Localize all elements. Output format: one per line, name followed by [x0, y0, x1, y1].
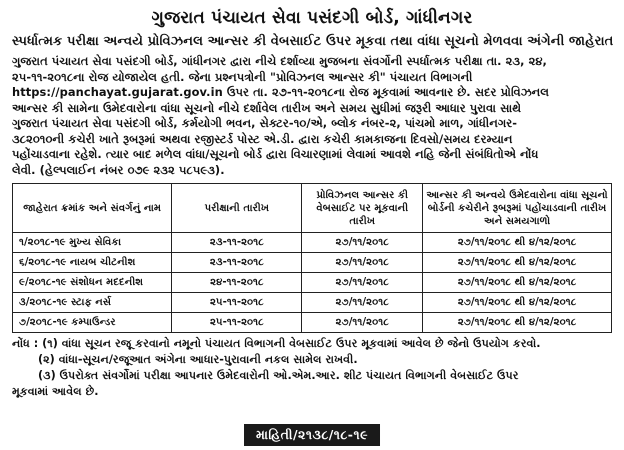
table-header-row [13, 184, 612, 233]
body-line: લેવી. (હેલ્પલાઈન નંબર ૦૭૯ ૨૩૨ ૫૮૫૯૩). [12, 162, 225, 177]
header-exam-date: પરીક્ષાની તારીખ [172, 184, 302, 233]
cell-key-date: ૨૭/૧૧/૨૦૧૮ [302, 293, 423, 313]
body-line: ૨૫-૧૧-૨૦૧૮ના રોજ યોજાયેલ હતી. જેના પ્રશ્નપત્રોની "પ્રોવિઝનલ આન્સર કી" પંચાયત વિભાગની [12, 69, 473, 84]
org-title: ગુજરાત પંચાયત સેવા પસંદગી બોર્ડ, ગાંધીનગર [151, 8, 473, 28]
body-line: ગુજરાત પંચાયત સેવા પસંદગી બોર્ડ, ગાંધીનગર દ્વારા નીચે દર્શાવ્યા મુજબના સંવર્ગોની સ્પર્ધાત્મક પરીક્ષા તા. ૨૩, ૨૪, [12, 54, 547, 68]
body-line: પહોંચાડવાના રહેશે. ત્યાર બાદ મળેલ વાંધા/સૂચનો બોર્ડ દ્વારા વિચારણામાં લેવામાં આવશે નહિ જેની સંબંધિતોએ નોંધ [12, 147, 539, 161]
cell-exam-date: ૨૫-૧૧-૨૦૧૮ [172, 313, 302, 333]
cell-exam-date: ૨૪-૧૧-૨૦૧૮ [172, 273, 302, 293]
cell-key-date: ૨૭/૧૧/૨૦૧૮ [302, 313, 423, 333]
cell-objection-period: ૨૭/૧૧/૨૦૧૮ થી ૪/૧૨/૨૦૧૮ [423, 253, 612, 273]
note-line: (૩) ઉપરોક્ત સંવર્ગોમાં પરીક્ષા આપનાર ઉમેદવારોની ઓ.એમ.આર. શીટ પંચાયત વિભાગની વેબસાઈટ ઉપર [38, 369, 519, 382]
schedule-table [12, 183, 612, 333]
cell-objection-period: ૨૭/૧૧/૨૦૧૮ થી ૪/૧૨/૨૦૧૮ [423, 293, 612, 313]
cell-exam-date: ૨૩-૧૧-૨૦૧૮ [172, 253, 302, 273]
notice-body [12, 54, 612, 178]
table-row [13, 233, 612, 253]
body-line: ૩૮૨૦૧૦ની કચેરી ખાતે રૂબરૂમાં અથવા રજીસ્ટર્ડ પોસ્ટ એ.ડી. દ્વારા કચેરી કામકાજના દિવસો/સમય દરમ્યાન [12, 131, 513, 146]
table-row [13, 293, 612, 313]
notes [12, 336, 612, 400]
table-row [13, 253, 612, 273]
release-number-badge: માહિતી/૨૧૩૮/૧૮-૧૯ [244, 424, 380, 446]
header-key-date: પ્રોવિઝનલ આન્સર કી વેબસાઈટ પર મૂકવાની તારીખ [302, 184, 423, 233]
table-row [13, 273, 612, 293]
note-line: નોંધ : (૧) વાંધા સૂચન રજૂ કરવાનો નમૂનો પંચાયત વિભાગની વેબસાઈટ ઉપર મૂકવામાં આવેલ છે જેનો ઉપયોગ કરવો. [12, 337, 541, 350]
body-line-with-url: https://panchayat.gujarat.gov.in ઉપર તા. ૨૭-૧૧-૨૦૧૮ના રોજ મૂકવામાં આવનાર છે. સદર પ્રોવિઝનલ [12, 85, 549, 99]
cell-exam-date: ૨૫-૧૧-૨૦૧૮ [172, 293, 302, 313]
body-line: આન્સર કી સામેના ઉમેદવારોના વાંધા સૂચનો નીચે દર્શાવેલ તારીખ અને સમય સુધીમાં જરૂરી આધાર પુરાવા સાથે [12, 100, 522, 115]
cell-post: ૯/૨૦૧૮-૧૯ સંશોધન મદદનીશ [13, 273, 172, 293]
body-line: ગુજરાત પંચાયત સેવા પસંદગી બોર્ડ, કર્મયોગી ભવન, સેક્ટર-૧૦/એ, બ્લોક નંબર-૨, પાંચમો માળ, ગાંધીનગર- [12, 116, 518, 130]
note-line: (૨) વાંધા-સૂચન/રજૂઆત અંગેના આધાર-પુરાવાની નકલ સામેલ રાખવી. [38, 353, 358, 366]
header-objection-period: આન્સર કી અન્વયે ઉમેદવારોના વાંધા સૂચનો બોર્ડની કચેરીને રૂબરૂમાં પહોંચાડવાની તારીખ અને સમયગાળો [423, 184, 612, 233]
cell-post: ૩/૨૦૧૮-૧૯ સ્ટાફ નર્સ [13, 293, 172, 313]
header-post: જાહેરાત ક્રમાંક અને સંવર્ગનું નામ [13, 184, 172, 233]
cell-key-date: ૨૭/૧૧/૨૦૧૮ [302, 253, 423, 273]
cell-post: ૬/૨૦૧૮-૧૯ નાયબ ચીટનીશ [13, 253, 172, 273]
cell-exam-date: ૨૩-૧૧-૨૦૧૮ [172, 233, 302, 253]
note-line: મૂકવામાં આવેલ છે. [12, 385, 99, 398]
cell-objection-period: ૨૭/૧૧/૨૦૧૮ થી ૪/૧૨/૨૦૧૮ [423, 233, 612, 253]
cell-post: ૭/૨૦૧૮-૧૯ કમ્પાઉન્ડર [13, 313, 172, 333]
notice-subject: સ્પર્ધાત્મક પરીક્ષા અન્વયે પ્રોવિઝનલ આન્સર કી વેબસાઈટ ઉપર મૂકવા તથા વાંધા સૂચનો મેળવવા અંગેની જાહેરાત [12, 34, 614, 49]
cell-post: ૧/૨૦૧૮-૧૯ મુખ્ય સેવિકા [13, 233, 172, 253]
cell-key-date: ૨૭/૧૧/૨૦૧૮ [302, 273, 423, 293]
table-row [13, 313, 612, 333]
cell-objection-period: ૨૭/૧૧/૨૦૧૮ થી ૪/૧૨/૨૦૧૮ [423, 273, 612, 293]
cell-objection-period: ૨૭/૧૧/૨૦૧૮ થી ૪/૧૨/૨૦૧૮ [423, 313, 612, 333]
cell-key-date: ૨૭/૧૧/૨૦૧૮ [302, 233, 423, 253]
